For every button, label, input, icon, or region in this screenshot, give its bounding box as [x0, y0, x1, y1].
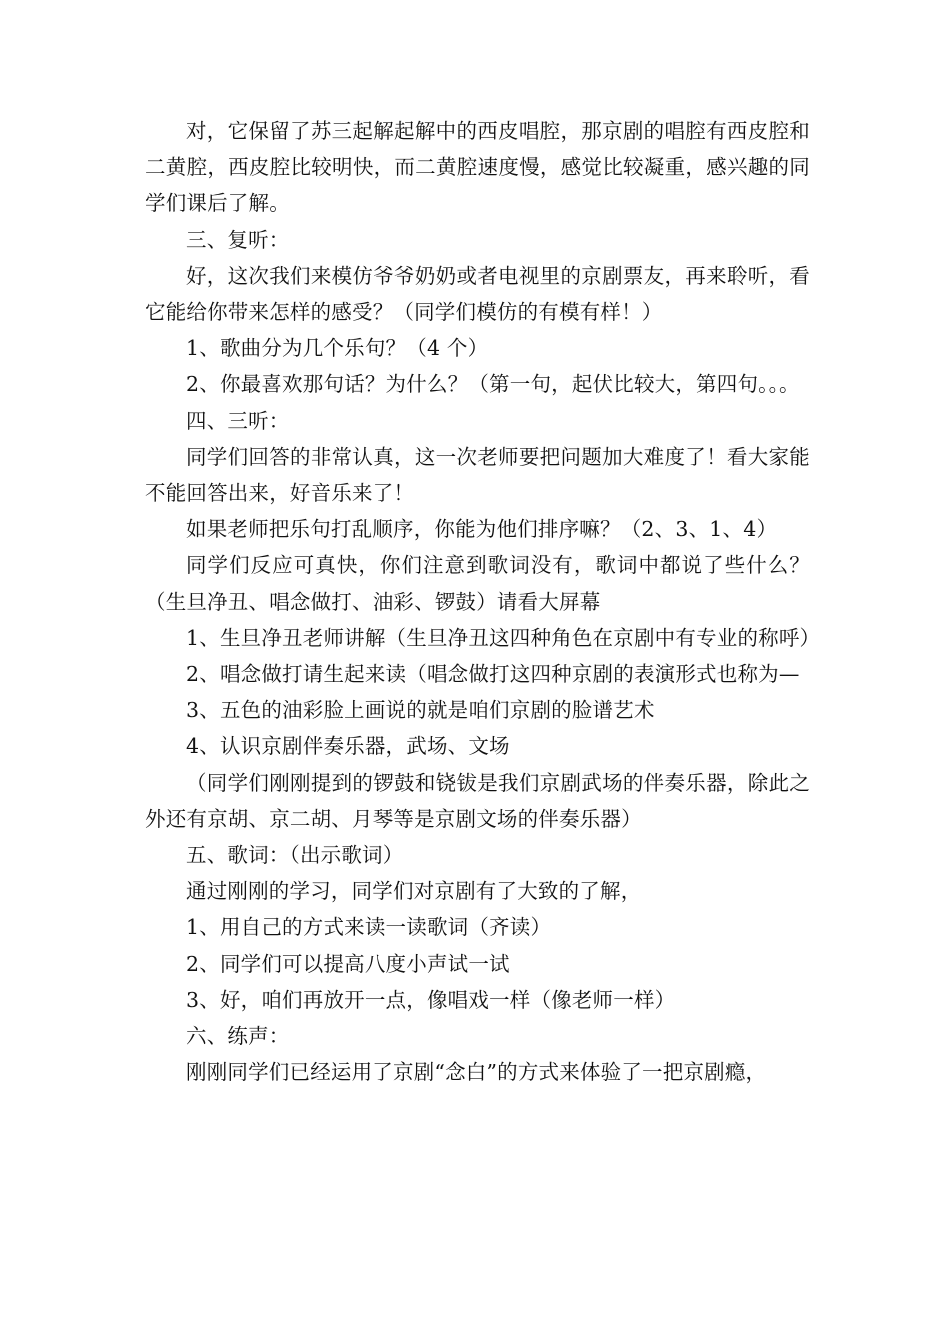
list-item-phrases-count: 1、歌曲分为几个乐句？（4 个） — [186, 336, 489, 361]
list-item-facial-makeup: 3、五色的油彩脸上画说的就是咱们京剧的脸谱艺术 — [186, 698, 655, 723]
paragraph-reorder: 如果老师把乐句打乱顺序，你能为他们排序嘛？（2、3、1、4） — [186, 517, 778, 542]
document-body — [145, 113, 821, 1090]
paragraph-imitate: 好，这次我们来模仿爷爷奶奶或者电视里的京剧票友，再来聆听，看它能给你带来怎样的感受？（同学们模仿的有模有样！） — [145, 263, 810, 325]
paragraph-nianbai: 刚刚同学们已经运用了京剧“念白”的方式来体验了一把京剧瘾， — [186, 1060, 767, 1085]
paragraph-lyrics-question: 同学们反应可真快，你们注意到歌词没有，歌词中都说了些什么？（生旦净丑、唱念做打、油彩、锣鼓）请看大屏幕 — [145, 553, 810, 614]
list-item-read-lyrics: 1、用自己的方式来读一读歌词（齐读） — [186, 915, 552, 940]
list-item-sing-like-opera: 3、好，咱们再放开一点，像唱戏一样（像老师一样） — [186, 987, 676, 1012]
paragraph-xipi-erhuang: 对，它保留了苏三起解起解中的西皮唱腔，那京剧的唱腔有西皮腔和二黄腔，西皮腔比较明快，而二黄腔速度慢，感觉比较凝重，感兴趣的同学们课后了解。 — [145, 119, 810, 216]
list-item-roles: 1、生旦净丑老师讲解（生旦净丑这四种角色在京剧中有专业的称呼） — [186, 625, 821, 650]
list-item-instruments: 4、认识京剧伴奏乐器，武场、文场 — [186, 734, 510, 759]
section-heading-santing: 四、三听： — [186, 408, 290, 433]
paragraph-understanding: 通过刚刚的学习，同学们对京剧有了大致的了解， — [186, 879, 642, 904]
paragraph-instruments-detail: （同学们刚刚提到的锣鼓和铙钹是我们京剧武场的伴奏乐器，除此之外还有京胡、京二胡、月琴等是京剧文场的伴奏乐器） — [145, 770, 810, 831]
list-item-favorite-phrase: 2、你最喜欢那句话？为什么？（第一句，起伏比较大，第四句。。。 — [186, 372, 800, 397]
list-item-octave: 2、同学们可以提高八度小声试一试 — [186, 951, 510, 976]
list-item-performance-forms: 2、唱念做打请生起来读（唱念做打这四种京剧的表演形式也称为— — [186, 662, 800, 687]
section-heading-vocalize: 六、练声： — [186, 1024, 290, 1049]
section-heading-lyrics: 五、歌词：（出示歌词） — [186, 843, 404, 868]
section-heading-fuiting: 三、复听： — [186, 227, 290, 252]
paragraph-harder-question: 同学们回答的非常认真，这一次老师要把问题加大难度了！看大家能不能回答出来，好音乐来了！ — [145, 444, 810, 506]
